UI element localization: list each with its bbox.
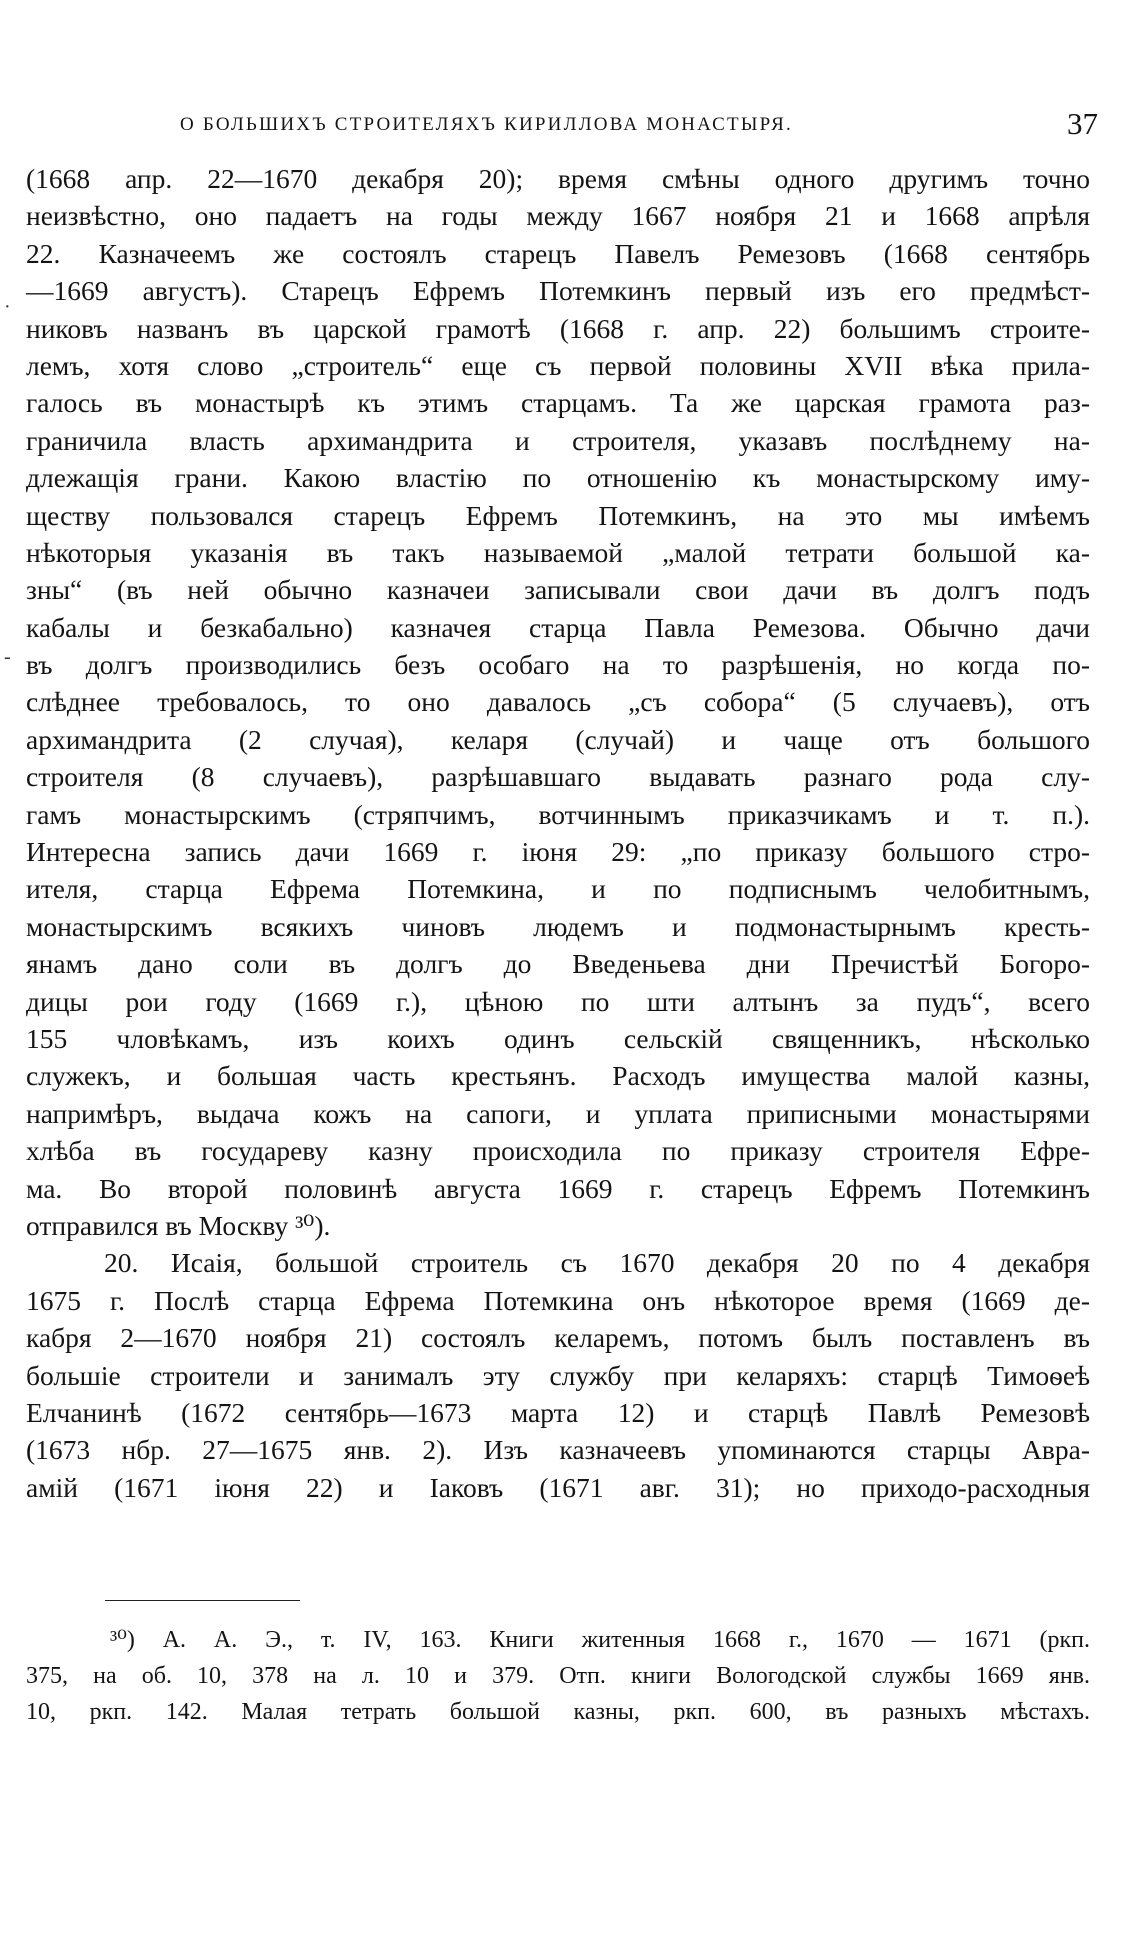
text-line: лемъ, хотя слово „строитель“ еще съ первой половины XVII вѣка прила- [26, 349, 1090, 381]
text-line: галось въ монастырѣ къ этимъ старцамъ. Та же царская грамота раз- [26, 387, 1090, 419]
text-line: ителя, старца Ефрема Потемкина, и по подписнымъ челобитнымъ, [26, 873, 1090, 905]
text-line: Интересна запись дачи 1669 г. іюня 29: „по приказу большого стро- [26, 836, 1090, 868]
text-line: нѣкоторыя указанія въ такъ называемой „малой тетрати большой ка- [26, 536, 1090, 568]
margin-mark: · [4, 296, 11, 318]
text-line: дицы рои году (1669 г.), цѣною по шти алтынъ за пудъ“, всего [26, 985, 1090, 1017]
footnote-divider [105, 1600, 300, 1601]
text-line: служекъ, и большая часть крестьянъ. Расходъ имущества малой казны, [26, 1060, 1090, 1092]
footnote-line: 375, на об. 10, 378 на л. 10 и 379. Отп. книги Вологодской службы 1669 янв. [26, 1663, 1090, 1689]
text-line: строителя (8 случаевъ), разрѣшавшаго выдавать разнаго рода слу- [26, 761, 1090, 793]
text-line: Елчанинѣ (1672 сентябрь—1673 марта 12) и старцѣ Павлѣ Ремезовѣ [26, 1396, 1090, 1428]
margin-mark: - [4, 646, 11, 668]
text-line: граничила власть архимандрита и строителя, указавъ послѣднему на- [26, 424, 1090, 456]
text-line: ществу пользовался старецъ Ефремъ Потемкинъ, на это мы имѣемъ [26, 499, 1090, 531]
text-line: монастырскимъ всякихъ чиновъ людемъ и подмонастырнымъ кресть- [26, 910, 1090, 942]
footnote-line: 10, ркп. 142. Малая тетрать большой казны, ркп. 600, въ разныхъ мѣстахъ. [26, 1699, 1090, 1725]
body-text [26, 160, 1090, 1506]
text-line: большіе строители и занималъ эту службу при келаряхъ: старцѣ Тимоѳеѣ [26, 1359, 1090, 1391]
text-line: 1675 г. Послѣ старца Ефрема Потемкина онъ нѣкоторое время (1669 де- [26, 1284, 1090, 1316]
running-head: О БОЛЬШИХЪ СТРОИТЕЛЯХЪ КИРИЛЛОВА МОНАСТЫРЯ. [180, 114, 793, 135]
text-line: (1673 нбр. 27—1675 янв. 2). Изъ казначеевъ упоминаются старцы Авра- [26, 1434, 1090, 1466]
text-line: гамъ монастырскимъ (стряпчимъ, вотчиннымъ приказчикамъ и т. п.). [26, 798, 1090, 830]
footnote-line: ³⁰) А. А. Э., т. IV, 163. Книги житенныя 1668 г., 1670 — 1671 (ркп. [110, 1627, 1090, 1653]
text-line: длежащія грани. Какою властію по отношенію къ монастырскому иму- [26, 462, 1090, 494]
text-line: архимандрита (2 случая), келаря (случай) и чаще отъ большого [26, 723, 1090, 755]
text-line: кабря 2—1670 ноября 21) состоялъ келаремъ, потомъ былъ поставленъ въ [26, 1322, 1090, 1354]
text-line: амій (1671 іюня 22) и Іаковъ (1671 авг. 31); но приходо-расходныя [26, 1471, 1090, 1503]
text-line: (1668 апр. 22—1670 декабря 20); время смѣны одного другимъ точно [26, 163, 1090, 194]
text-line: слѣднее требовалось, то оно давалось „съ собора“ (5 случаевъ), отъ [26, 686, 1090, 718]
text-line: никовъ названъ въ царской грамотѣ (1668 г. апр. 22) большимъ строите- [26, 312, 1090, 344]
text-line: отправился въ Москву ³⁰). [26, 1209, 331, 1241]
text-line: 20. Исаія, большой строитель съ 1670 декабря 20 по 4 декабря [104, 1247, 1090, 1279]
footnotes [26, 1622, 1090, 1730]
text-line: напримѣръ, выдача кожъ на сапоги, и уплата приписными монастырями [26, 1097, 1090, 1129]
page-header [30, 106, 1098, 150]
text-line: —1669 августъ). Старецъ Ефремъ Потемкинъ первый изъ его предмѣст- [26, 275, 1090, 307]
text-line: янамъ дано соли въ долгъ до Введеньева дни Пречистѣй Богоро- [26, 948, 1090, 980]
text-line: 155 чловѣкамъ, изъ коихъ одинъ сельскій священникъ, нѣсколько [26, 1022, 1090, 1054]
text-line: въ долгъ производились безъ особаго на то разрѣшенія, но когда по- [26, 649, 1090, 681]
text-line: хлѣба въ государеву казну происходила по приказу строителя Ефре- [26, 1135, 1090, 1167]
text-line: ма. Во второй половинѣ августа 1669 г. старецъ Ефремъ Потемкинъ [26, 1172, 1090, 1204]
text-line: неизвѣстно, оно падаетъ на годы между 1667 ноября 21 и 1668 апрѣля [26, 200, 1090, 232]
text-line: кабалы и безкабально) казначея старца Павла Ремезова. Обычно дачи [26, 611, 1090, 643]
text-line: 22. Казначеемъ же состоялъ старецъ Павелъ Ремезовъ (1668 сентябрь [26, 237, 1090, 269]
page-number: 37 [1067, 106, 1098, 141]
text-line: зны“ (въ ней обычно казначеи записывали свои дачи въ долгъ подъ [26, 574, 1090, 606]
